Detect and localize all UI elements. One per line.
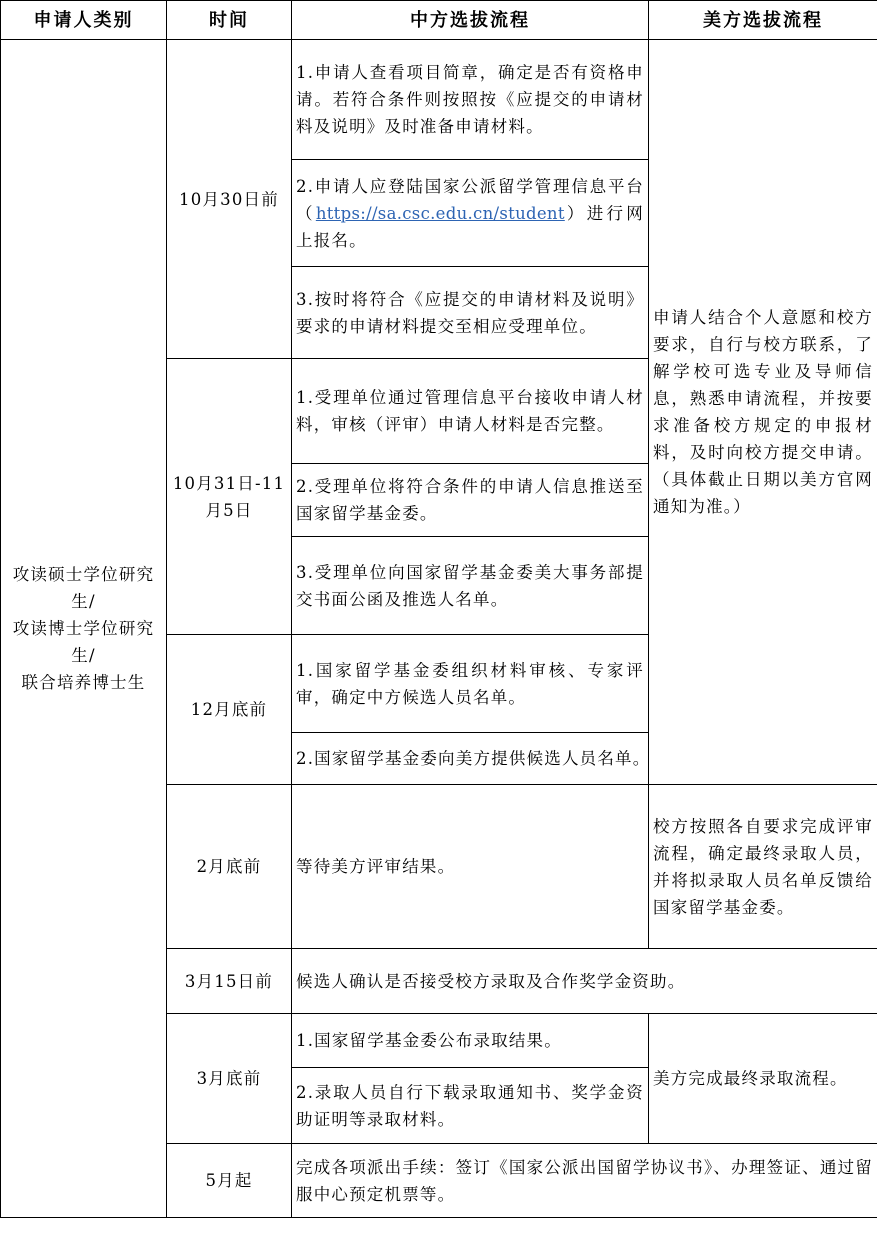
cn-step-oct30-2-text: 2.申请人应登陆国家公派留学管理信息平台（ [296, 176, 644, 223]
category-phd: 攻读博士学位研究生/ [12, 619, 155, 665]
table-row [1, 40, 877, 160]
csc-platform-link[interactable]: https://sa.csc.edu.cn/student [315, 203, 565, 223]
header-time: 时间 [167, 1, 292, 40]
mar15-merged: 候选人确认是否接受校方录取及合作奖学金资助。 [292, 949, 877, 1014]
cn-step-oct30-2 [292, 160, 649, 267]
cn-step-oct31-3: 3.受理单位向国家留学基金委美大事务部提交书面公函及推选人名单。 [292, 537, 649, 635]
cn-step-oct30-2-tail: ）进行网上报名。 [296, 203, 644, 250]
us-feb: 校方按照各自要求完成评审流程，确定最终录取人员，并将拟录取人员名单反馈给国家留学基金委。 [649, 785, 877, 949]
cn-step-mar-1: 1.国家留学基金委公布录取结果。 [292, 1014, 649, 1068]
header-chinese-process: 中方选拔流程 [292, 1, 649, 40]
table-header-row [1, 1, 877, 40]
dec-merged-step-2: 2.国家留学基金委向美方提供候选人员名单。 [292, 733, 877, 785]
category-joint-phd: 联合培养博士生 [21, 673, 146, 692]
cn-step-oct31-2: 2.受理单位将符合条件的申请人信息推送至国家留学基金委。 [292, 464, 649, 537]
time-oct31: 10月31日-11月5日 [167, 359, 292, 635]
us-apply-cell: 申请人结合个人意愿和校方要求，自行与校方联系，了解学校可选专业及导师信息，熟悉申请流程，并按要求准备校方规定的申报材料，及时向校方提交申请。（具体截止日期以美方官网通知为准。） [649, 40, 877, 785]
time-mar15: 3月15日前 [167, 949, 292, 1014]
cn-step-dec-1: 1.国家留学基金委组织材料审核、专家评审，确定中方候选人员名单。 [292, 635, 649, 733]
cn-step-oct31-1: 1.受理单位通过管理信息平台接收申请人材料，审核（评审）申请人材料是否完整。 [292, 359, 649, 464]
time-dec: 12月底前 [167, 635, 292, 785]
header-us-process: 美方选拔流程 [649, 1, 877, 40]
time-mar-end: 3月底前 [167, 1014, 292, 1144]
cn-step-oct30-1: 1.申请人查看项目简章，确定是否有资格申请。若符合条件则按照按《应提交的申请材料及说明》及时准备申请材料。 [292, 40, 649, 160]
may-merged: 完成各项派出手续：签订《国家公派出国留学协议书》、办理签证、通过留服中心预定机票等。 [292, 1144, 877, 1218]
cn-step-oct30-3: 3.按时将符合《应提交的申请材料及说明》要求的申请材料提交至相应受理单位。 [292, 267, 649, 359]
cn-feb: 等待美方评审结果。 [292, 785, 649, 949]
time-feb: 2月底前 [167, 785, 292, 949]
us-mar-end: 美方完成最终录取流程。 [649, 1014, 877, 1144]
category-master: 攻读硕士学位研究生/ [12, 565, 155, 611]
header-applicant-category: 申请人类别 [1, 1, 167, 40]
cn-step-mar-2: 2.录取人员自行下载录取通知书、奖学金资助证明等录取材料。 [292, 1068, 649, 1144]
applicant-category-cell [1, 40, 167, 1218]
time-oct30: 10月30日前 [167, 40, 292, 359]
time-may: 5月起 [167, 1144, 292, 1218]
